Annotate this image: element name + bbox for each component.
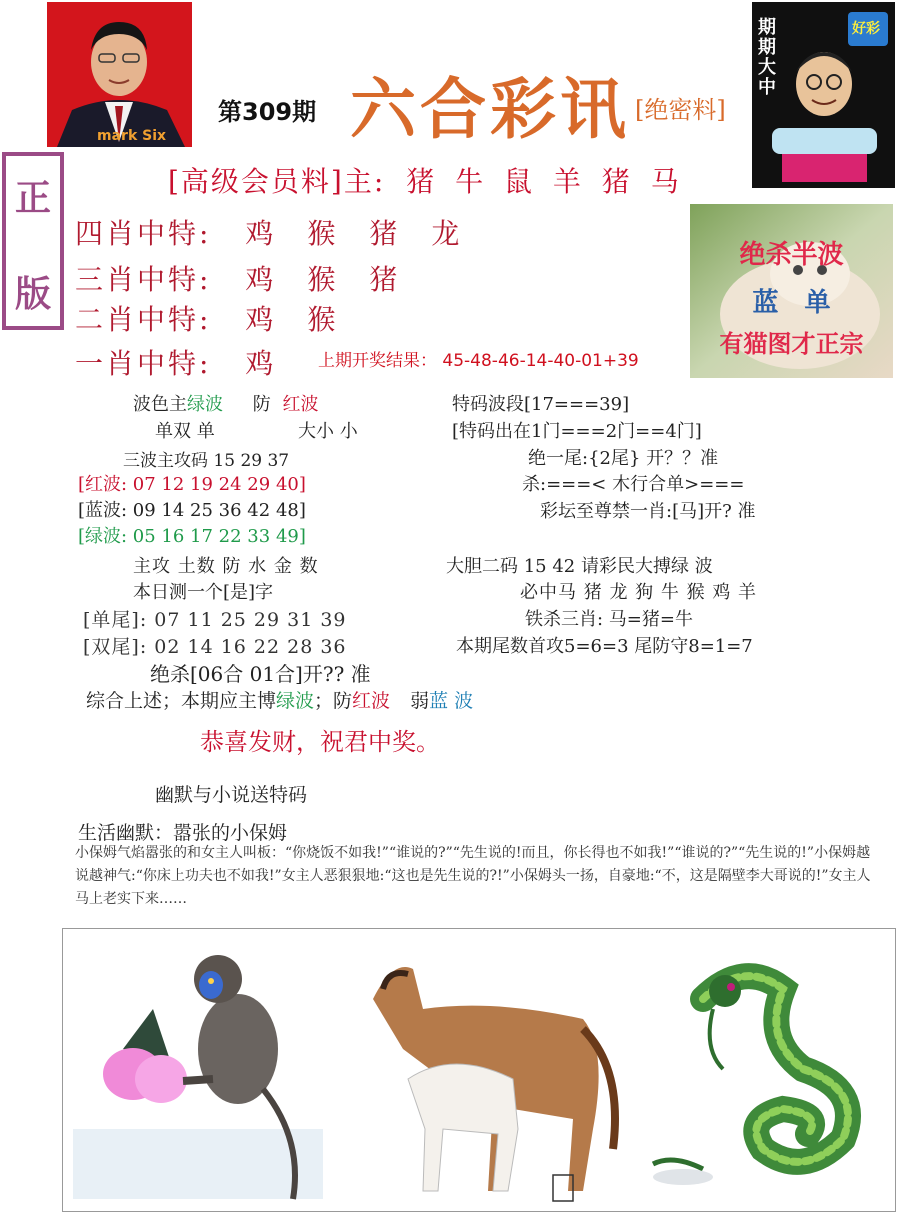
odd-even: 单双 单 <box>155 421 215 442</box>
issue-number: 第309期 <box>218 98 317 126</box>
element-line: 主攻 土数 防 水 金 数 <box>133 556 319 577</box>
kill-line: 杀:===< 木行合单>=== <box>522 474 745 495</box>
three-wave-codes: 三波主攻码 15 29 37 <box>123 451 290 471</box>
congrats-line: 恭喜发财，祝君中奖。 <box>200 728 440 756</box>
summary-green: 绿波 <box>276 690 315 712</box>
summary-red: 红波 <box>352 690 391 712</box>
member-label: [高级会员料]主: <box>168 165 386 198</box>
tier-two <box>75 298 338 338</box>
cartoon-image <box>752 2 895 188</box>
last-draw-value: 45-48-46-14-40-01+39 <box>442 351 639 371</box>
blue-wave-numbers: [蓝波: 09 14 25 36 42 48] <box>78 500 306 521</box>
wave-main-value: 绿波 <box>187 394 223 415</box>
member-values: 猪 牛 鼠 羊 猪 马 <box>406 165 685 198</box>
big-small: 大小 小 <box>298 421 358 442</box>
tier-four <box>75 212 462 252</box>
tier-values: 鸡 猴 猪 龙 <box>245 217 463 250</box>
single-tail-numbers: [单尾]: 07 11 25 29 31 39 <box>83 609 347 631</box>
tier-values: 鸡 <box>245 347 277 380</box>
daily-character: 本日测一个[是]字 <box>133 582 274 603</box>
red-wave-numbers: [红波: 07 12 19 24 29 40] <box>78 474 306 495</box>
green-wave-numbers: [绿波: 05 16 17 22 33 49] <box>78 526 306 547</box>
summary-blue: 蓝 波 <box>429 690 474 712</box>
kill-tail: 绝一尾:{2尾} 开？？准 <box>528 448 719 469</box>
tier-label: 一肖中特: <box>75 347 212 380</box>
portrait-caption: mark Six <box>97 128 167 144</box>
cat-line-3: 有猫图才正宗 <box>719 329 864 358</box>
monkey-with-peaches-image <box>73 955 323 1199</box>
must-hit-zodiacs: 必中马 猪 龙 狗 牛 猴 鸡 羊 <box>520 582 758 603</box>
double-tail-numbers: [双尾]: 02 14 16 22 28 36 <box>83 636 347 658</box>
last-draw-label: 上期开奖结果： <box>318 351 437 371</box>
wave-section: 特码波段[17===39] <box>452 394 630 415</box>
green-dragon-image <box>653 975 848 1185</box>
tier-label: 三肖中特: <box>75 263 212 296</box>
wave-main-line <box>133 390 318 416</box>
life-joke-heading: 生活幽默：嚣张的小保姆 <box>78 822 288 844</box>
tier-label: 四肖中特: <box>75 217 212 250</box>
tier-one <box>75 342 276 382</box>
tier-values: 鸡 猴 猪 <box>245 263 401 296</box>
joke-heading: 幽默与小说送特码 <box>155 784 308 806</box>
authentic-badge <box>2 152 64 330</box>
wave-guard-prefix: 防 <box>252 394 271 415</box>
summary-prefix: 综合上述；本期应主博 <box>86 690 277 712</box>
cartoon-right-text: 好彩 <box>852 21 880 37</box>
two-horses-image <box>373 967 615 1201</box>
joke-text: 小保姆气焰嚣张的和女主人叫板：“你烧饭不如我!”“谁说的?”“先生说的!而且，你长得也不如我!”“谁说的?”“先生说的!”小保姆越说越神气:“你床上功夫也不如我!”女主人恶狠狠地:“这也是先生说的?!”小保姆头一扬，自豪地:“不，这是隔壁李大哥说的!”女主人马上老实下来…… <box>75 845 871 907</box>
zodiac-image-panel <box>62 928 896 1212</box>
summary-mid: ；防 <box>314 690 353 712</box>
wave-guard-value: 红波 <box>282 394 319 415</box>
kill-combo: 绝杀[06合 01合]开?? 准 <box>150 662 371 686</box>
cartoon-left-text: 期期大中 <box>758 17 776 98</box>
member-line <box>168 160 685 200</box>
page-title: 六合彩讯 <box>350 70 630 148</box>
last-draw-result <box>318 346 639 371</box>
two-codes: 大胆二码 15 42 请彩民大搏绿 波 <box>446 556 713 577</box>
cat-line-2: 蓝 单 <box>752 288 831 318</box>
wave-main-prefix: 波色主 <box>133 394 187 415</box>
authentic-badge-char-1: 正 <box>14 177 51 219</box>
page-subtitle: [绝密料] <box>635 96 726 124</box>
zodiac-illustrations <box>63 929 895 1211</box>
three-kill: 铁杀三肖: 马=猪=牛 <box>525 609 693 630</box>
tail-attack: 本期尾数首攻5=6=3 尾防守8=1=7 <box>456 636 753 657</box>
tier-label: 二肖中特: <box>75 303 212 336</box>
portrait-illustration <box>47 2 192 147</box>
cat-line-1: 绝杀半波 <box>739 240 844 270</box>
door-line: [特码出在1门===2门==4门] <box>452 421 702 442</box>
summary-weak: 弱 <box>410 690 430 712</box>
tier-three <box>75 258 400 298</box>
forbidden-zodiac: 彩坛至尊禁一肖:[马]开? 准 <box>540 501 756 522</box>
cat-promo-box <box>690 204 893 378</box>
authentic-badge-char-2: 版 <box>14 273 51 315</box>
portrait-image <box>47 2 192 147</box>
tier-values: 鸡 猴 <box>245 303 339 336</box>
summary-line <box>86 686 473 713</box>
